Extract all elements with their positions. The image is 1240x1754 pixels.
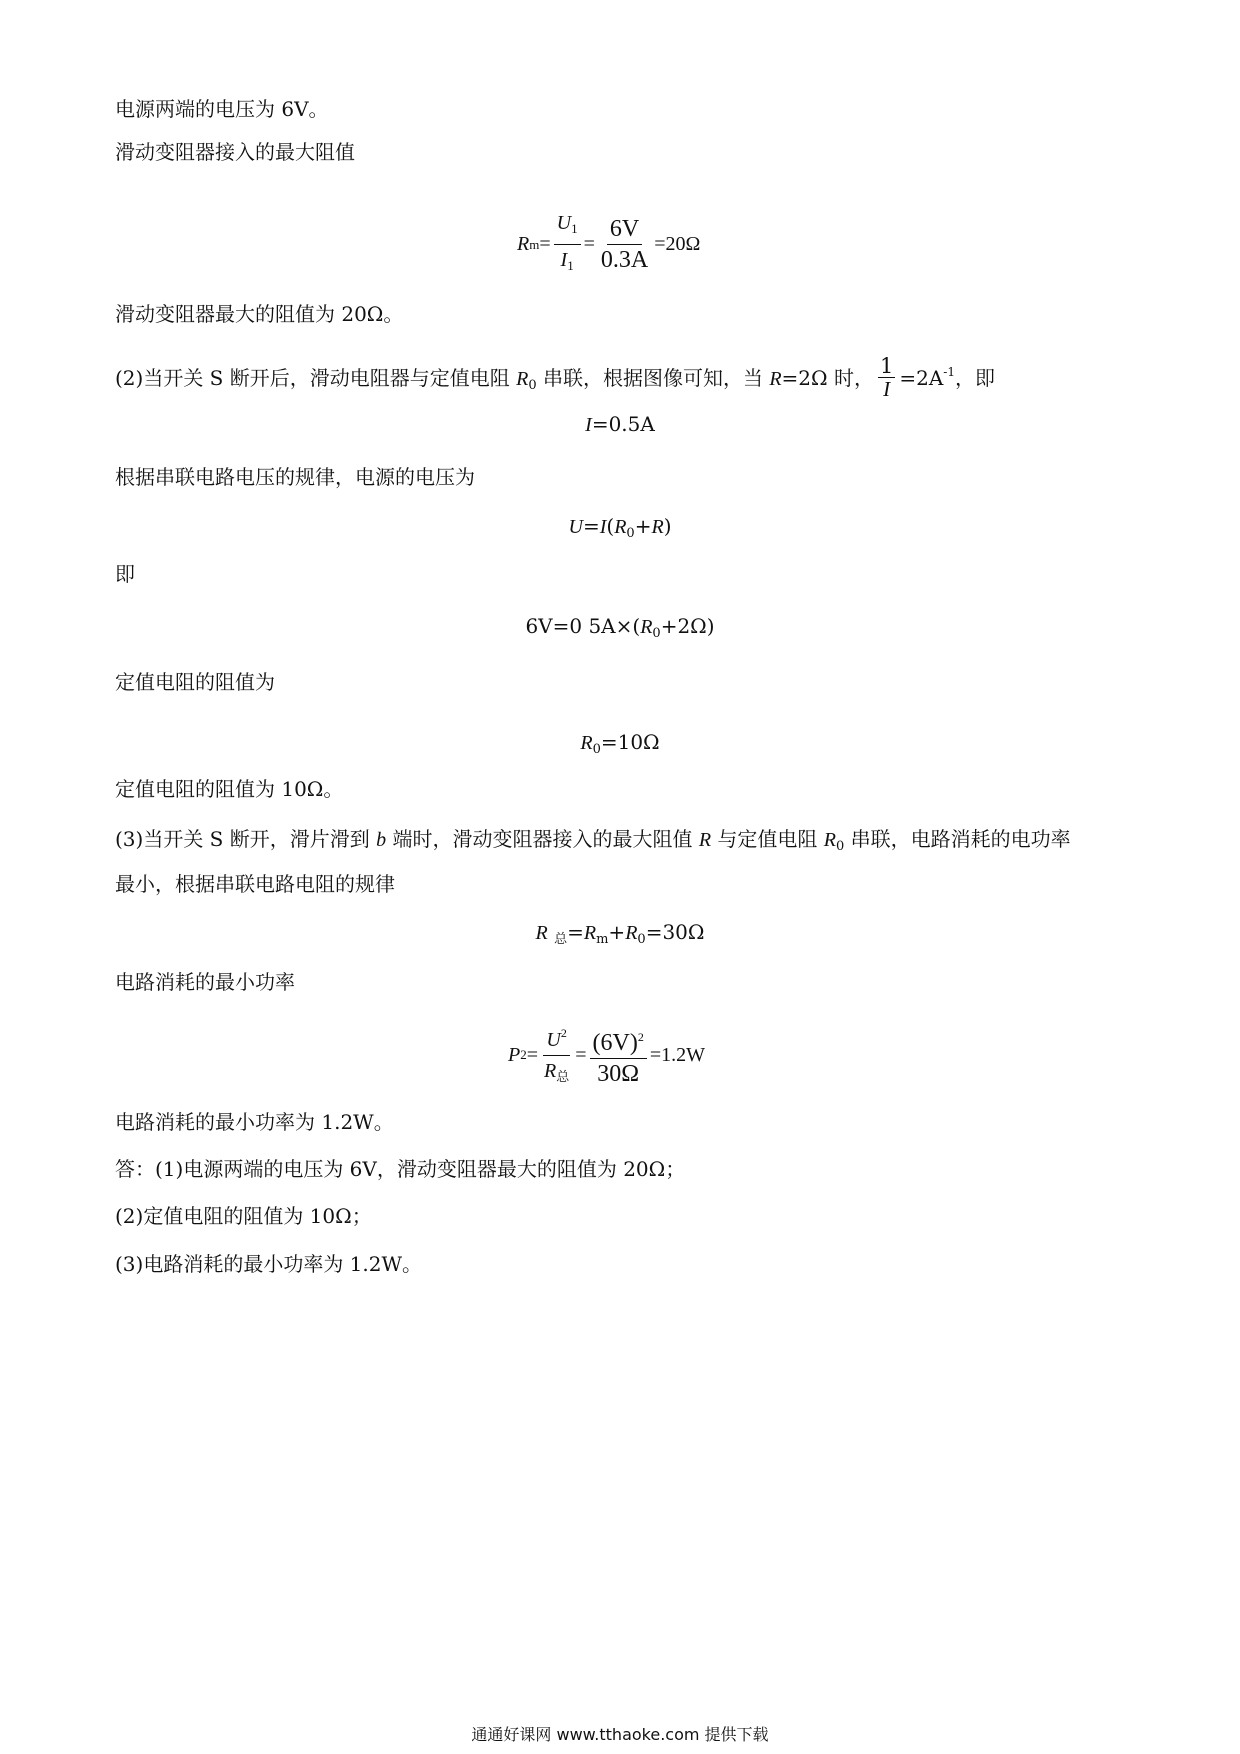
equation-r-total: [0, 920, 1240, 952]
eq-var-r: R: [517, 233, 530, 255]
text-line-13: 答：(1)电源两端的电压为 6V，滑动变阻器最大的阻值为 20Ω；: [115, 1157, 686, 1181]
eq-r0-val: =10Ω: [600, 730, 660, 754]
equation-r0: [0, 730, 1240, 762]
eq-num-b: +2Ω): [660, 614, 715, 638]
eq-rt-sub-0: 0: [637, 932, 646, 947]
fraction-6v-03a: [598, 216, 651, 273]
line9-r0-var: R: [823, 829, 836, 851]
eq-var-i: I: [560, 249, 568, 271]
line4-part-e: ，即: [954, 366, 995, 390]
eq-sub-m: m: [529, 236, 540, 252]
eq-u-i: I: [599, 516, 607, 538]
text-line-14: (2)定值电阻的阻值为 10Ω；: [115, 1204, 372, 1228]
equation-i: [0, 412, 1240, 437]
equation-rm: [517, 210, 700, 279]
frac-den: 0.3A: [600, 247, 649, 273]
eq-var-u: U: [556, 212, 572, 234]
line4-sup: -1: [943, 365, 955, 379]
fraction-6v2-30ohm: [590, 1024, 647, 1087]
eq-num-r0: R: [640, 616, 653, 638]
eq-u-plus: +: [634, 514, 652, 538]
line4-var-r: R: [516, 368, 529, 390]
eq-u-var: U: [568, 516, 583, 538]
frac-num: 6V: [607, 216, 642, 245]
text-line-11: 电路消耗的最小功率: [115, 970, 295, 994]
line4-part-c: =2Ω 时，: [781, 366, 874, 390]
text-line-12: 电路消耗的最小功率为 1.2W。: [115, 1110, 394, 1134]
equation-numeric: [0, 614, 1240, 646]
eq-p-var: P: [508, 1043, 521, 1066]
fraction-u1-i1: [554, 210, 581, 279]
eq-rt-sub-m: m: [596, 932, 609, 947]
eq-p-eq: =: [526, 1043, 538, 1066]
line4-var-r2: R: [769, 368, 782, 390]
eq-num-a: 6V=0 5A×(: [525, 614, 641, 638]
text-line-5: 根据串联电路电压的规律，电源的电压为: [115, 465, 475, 489]
eq-u-eq: =: [582, 514, 600, 538]
eq-u-sub0: 0: [626, 526, 635, 541]
line9-c: 与定值电阻: [711, 827, 824, 851]
eq-rt-var: R: [535, 922, 548, 944]
line9-sub0: 0: [835, 839, 845, 854]
eq-p-num-sup: 2: [637, 1029, 644, 1044]
eq-rt-val: =30Ω: [645, 920, 705, 944]
eq-i-var: I: [585, 414, 592, 436]
text-line-3: 滑动变阻器最大的阻值为 20Ω。: [115, 302, 404, 326]
text-line-7: 定值电阻的阻值为: [115, 670, 275, 694]
eq-rt-eq: =: [567, 920, 584, 944]
text-line-4: [115, 354, 995, 402]
line9-d: 串联，电路消耗的电功率: [844, 827, 1071, 851]
eq-i-val: =0.5A: [591, 412, 655, 436]
eq-rt-r0: R: [625, 922, 638, 944]
eq-equals-2: =: [583, 233, 595, 255]
eq-num-sub0: 0: [652, 626, 661, 641]
text-line-2: 滑动变阻器接入的最大阻值: [115, 140, 355, 164]
eq-r0-var: R: [580, 732, 593, 754]
fraction-u2-rtotal: [541, 1020, 572, 1090]
eq-rt-plus: +: [608, 920, 626, 944]
line4-part-d: =2A: [899, 366, 944, 390]
eq-p-sup2: 2: [560, 1026, 567, 1040]
line4-part-a: (2)当开关 S 断开后，滑动电阻器与定值电阻: [115, 366, 517, 390]
eq-u-r: R: [651, 516, 664, 538]
text-line-10: 最小，根据串联电路电阻的规律: [115, 872, 395, 896]
equation-power: [508, 1020, 705, 1090]
eq-p-den: 30Ω: [597, 1060, 640, 1087]
text-line-8: 定值电阻的阻值为 10Ω。: [115, 777, 344, 801]
eq-rt-rm: R: [583, 922, 597, 944]
line4-sub-0: 0: [528, 378, 537, 393]
eq-p-eq2: =: [575, 1043, 587, 1066]
eq-result: =20Ω: [654, 233, 701, 255]
eq-p-num: (6V): [592, 1029, 638, 1056]
eq-p-res: =1.2W: [649, 1043, 705, 1066]
eq-p-r: R: [544, 1060, 557, 1082]
eq-u-paren: (: [606, 514, 615, 538]
eq-rt-sub-zong: 总: [554, 932, 568, 947]
line9-b-var: b: [376, 829, 387, 851]
text-line-9: [115, 827, 1071, 859]
text-line-6: 即: [115, 562, 135, 586]
eq-p-sub2: 2: [520, 1047, 527, 1062]
eq-p-u: U: [546, 1029, 561, 1051]
line9-b: 端时，滑动变阻器接入的最大阻值: [386, 827, 699, 851]
eq-u-r0: R: [614, 516, 627, 538]
fraction-1-over-i: [878, 355, 895, 400]
text-line-1: 电源两端的电压为 6V。: [115, 97, 329, 121]
line9-a: (3)当开关 S 断开，滑片滑到: [115, 827, 377, 851]
eq-sub-1b: 1: [567, 258, 574, 273]
eq-u-close: ): [663, 514, 672, 538]
eq-p-zong: 总: [556, 1069, 570, 1084]
eq-equals: =: [539, 233, 551, 255]
text-line-15: (3)电路消耗的最小功率为 1.2W。: [115, 1252, 423, 1276]
inline-frac-den: I: [883, 377, 891, 401]
inline-frac-num: 1: [879, 354, 894, 378]
eq-r0-sub: 0: [592, 742, 601, 757]
line9-r-var: R: [698, 829, 712, 851]
page-footer: 通通好课网 www.tthaoke.com 提供下载: [471, 1725, 769, 1744]
line4-part-b: 串联，根据图像可知，当: [536, 366, 770, 390]
eq-sub-1: 1: [571, 221, 578, 236]
equation-u: [0, 514, 1240, 546]
